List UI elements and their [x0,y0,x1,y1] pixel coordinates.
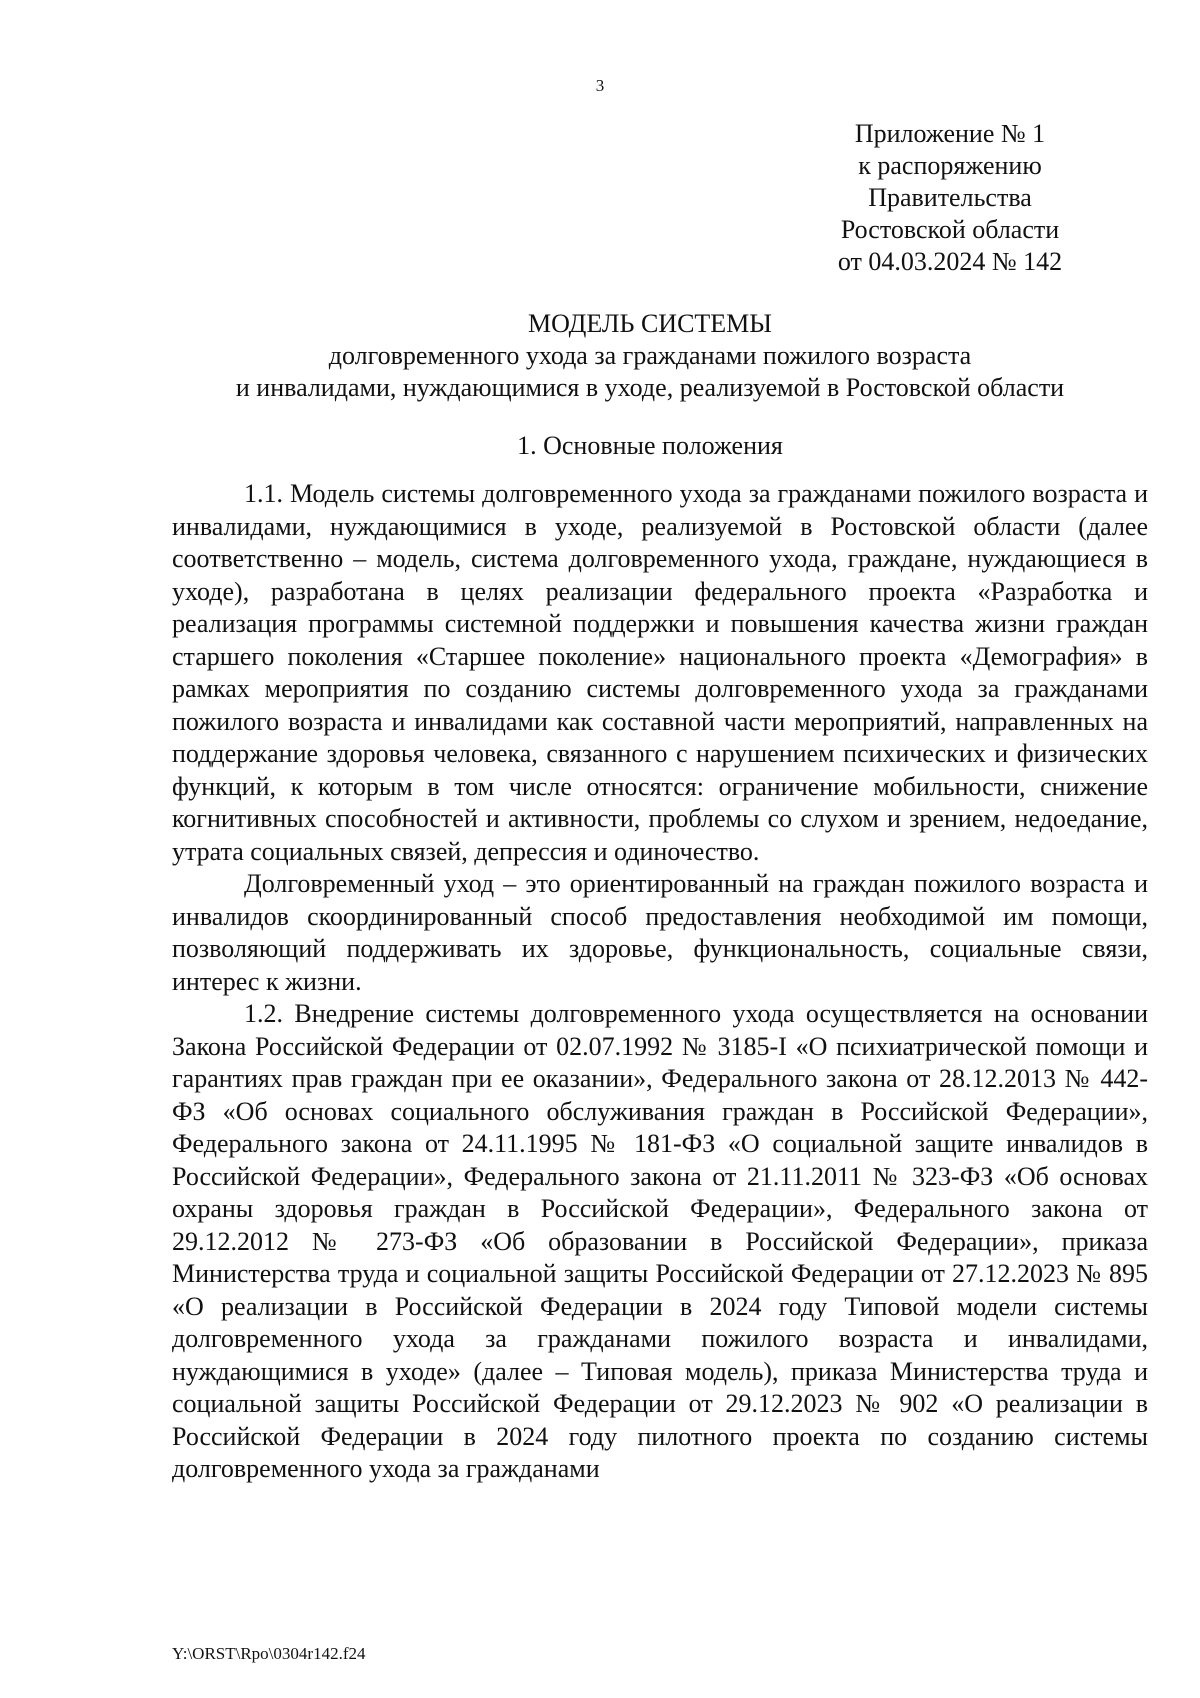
paragraph: 1.2. Внедрение системы долговременного ухода осуществляется на основании Закона Российской Федерации от 02.07.1992 № 3185-I «О психиатрической помощи и гарантиях прав граждан при ее оказании», Федерального закона от 28.12.2013 № 442-ФЗ «Об основах социального обслуживания граждан в Российской Федерации», Федерального закона от 24.11.1995 № 181-ФЗ «О социальной защите инвалидов в Российской Федерации», Федерального закона от 21.11.2011 № 323-ФЗ «Об основах охраны здоровья граждан в Российской Федерации», Федерального закона от 29.12.2012 № 273-ФЗ «Об образовании в Российской Федерации», приказа Министерства труда и социальной защиты Российской Федерации от 27.12.2023 № 895 «О реализации в Российской Федерации в 2024 году Типовой модели системы долговременного ухода за гражданами пожилого возраста и инвалидами, нуждающимися в уходе» (далее – Типовая модель), приказа Министерства труда и социальной защиты Российской Федерации от 29.12.2023 № 902 «О реализации в Российской Федерации в 2024 году пилотного проекта по созданию системы долговременного ухода за гражданами [172,999,1148,1483]
appendix-line: от 04.03.2024 № 142 [837,247,1063,276]
page-number: 3 [595,76,605,95]
paragraph: 1.1. Модель системы долговременного ухода за гражданами пожилого возраста и инвалидами, нуждающимися в уходе, реализуемой в Ростовской области (далее соответственно – модель, система долговременного ухода, граждане, нуждающиеся в уходе), разработана в целях реализации федерального проекта «Разработка и реализация программы системной поддержки и повышения качества жизни граждан старшего поколения «Старшее поколение» национального проекта «Демография» в рамках мероприятия по созданию системы долговременного ухода за гражданами пожилого возраста и инвалидами как составной части мероприятий, направленных на поддержание здоровья человека, связанного с нарушением психических и физических функций, к которым в том числе относятся: ограничение мобильности, снижение когнитивных способностей и активности, проблемы со слухом и зрением, недоедание, утрата социальных связей, депрессия и одиночество. [172,479,1148,866]
appendix-line: Ростовской области [840,215,1060,244]
document-title [150,308,1150,404]
paragraph: Долговременный уход – это ориентированный на граждан пожилого возраста и инвалидов скоординированный способ предоставления необходимой им помощи, позволяющий поддерживать их здоровье, функциональность, социальные связи, интерес к жизни. [172,869,1148,996]
title-line: МОДЕЛЬ СИСТЕМЫ [528,309,772,338]
appendix-line: к распоряжению [858,151,1042,180]
section-heading: 1. Основные положения [517,431,783,460]
appendix-line: Правительства [868,183,1032,212]
body-text [172,478,1148,1486]
title-line: долговременного ухода за гражданами пожилого возраста [328,341,972,370]
title-line: и инвалидами, нуждающимися в уходе, реализуемой в Ростовской области [235,373,1065,402]
appendix-line: Приложение № 1 [854,119,1046,148]
footer-file-path: Y:\ORST\Rpo\0304r142.f24 [172,1644,366,1663]
appendix-header [830,118,1070,278]
